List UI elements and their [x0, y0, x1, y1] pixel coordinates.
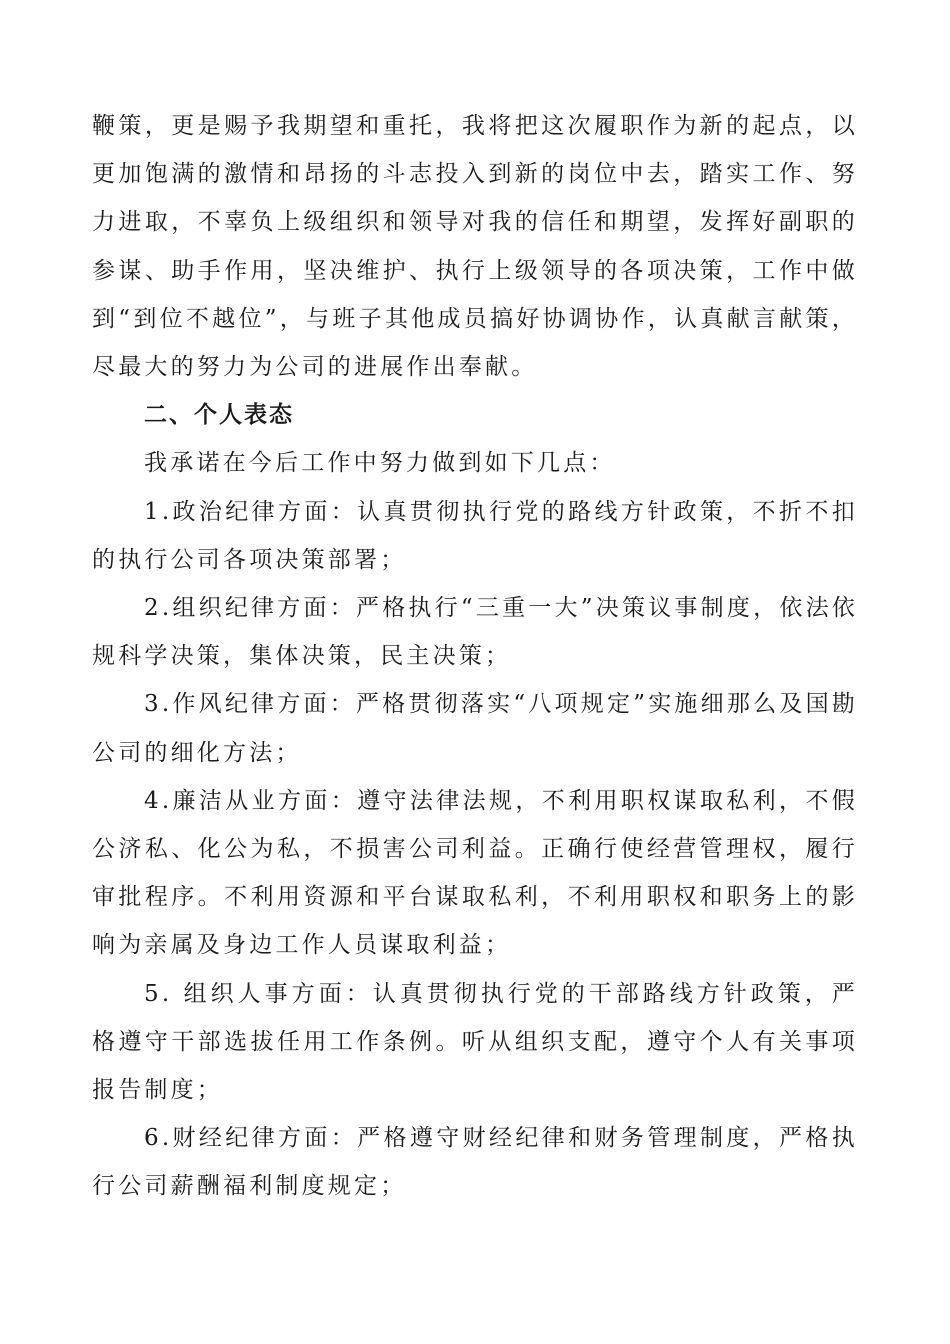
- document-page: [92, 102, 858, 1211]
- item-political-discipline: 1.政治纪律方面：认真贯彻执行党的路线方针政策，不折不扣的执行公司各项决策部署；: [92, 498, 858, 573]
- intro-paragraph: 我承诺在今后工作中努力做到如下几点：: [144, 450, 616, 477]
- item-financial-discipline: 6.财经纪律方面：严格遵守财经纪律和财务管理制度，严格执行公司薪酬福利制度规定；: [92, 1125, 858, 1200]
- item-work-style-discipline: 3.作风纪律方面：严格贯彻落实“八项规定”实施细那么及国勘公司的细化方法；: [92, 691, 858, 766]
- continuation-paragraph: 鞭策，更是赐予我期望和重托，我将把这次履职作为新的起点，以更加饱满的激情和昂扬的斗志投入到新的岗位中去，踏实工作、努力进取，不辜负上级组织和领导对我的信任和期望，发挥好副职的参谋、助手作用，坚决维护、执行上级领导的各项决策，工作中做到“到位不越位”，与班子其他成员搞好协调协作，认真献言献策，尽最大的努力为公司的进展作出奉献。: [92, 113, 858, 381]
- item-personnel-affairs: 5. 组织人事方面：认真贯彻执行党的干部路线方针政策，严格遵守干部选拔任用工作条例。听从组织支配，遵守个人有关事项报告制度；: [92, 980, 858, 1104]
- item-integrity: 4.廉洁从业方面：遵守法律法规，不利用职权谋取私利，不假公济私、化公为私，不损害公司利益。正确行使经营管理权，履行审批程序。不利用资源和平台谋取私利，不利用职权和职务上的影响为亲属及身边工作人员谋取利益；: [92, 787, 858, 959]
- item-organizational-discipline: 2.组织纪律方面：严格执行“三重一大”决策议事制度，依法依规科学决策，集体决策，民主决策；: [92, 595, 858, 670]
- section-heading: 二、个人表态: [144, 402, 294, 429]
